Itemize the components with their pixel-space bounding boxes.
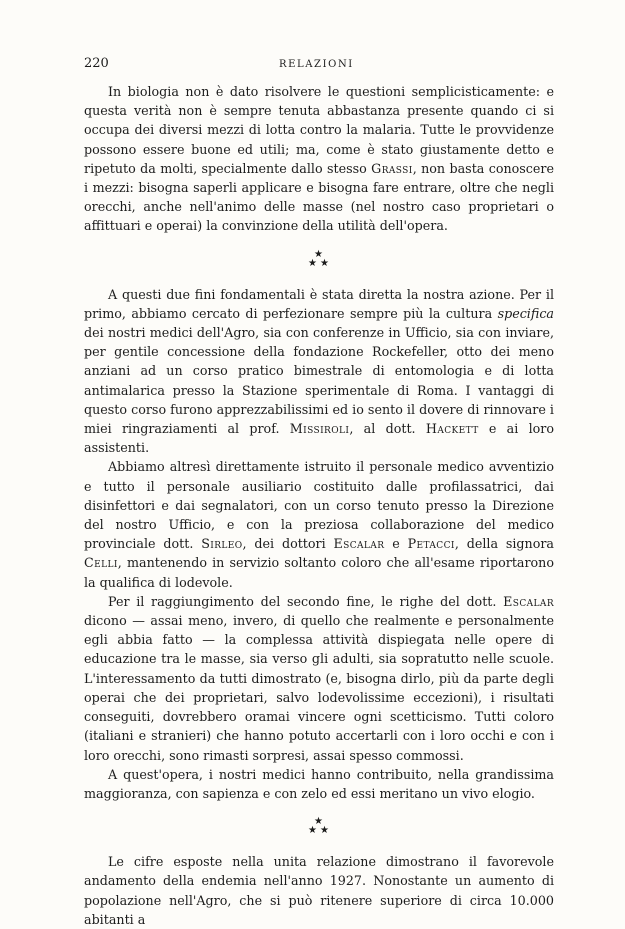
paragraph-6: Le cifre esposte nella unita relazione dimostrano il favorevole andamento della endemia nell'anno 1927. Nonostante un aumento di popolazione nell'Agro, che si può ritenere superiore di circa 10.000 abitanti a (84, 854, 554, 927)
page-number: 220 (84, 56, 109, 71)
paragraph-2: A questi due fini fondamentali è stata diretta la nostra azione. Per il primo, abbiamo cercato di perfezionare sempre più la cultura specifica dei nostri medici dell'Agro, sia con conferenze in Ufficio, sia con inviare, per gentile concessione della fondazione Rockefeller, otto dei meno anziani ad un corso pratico bimestrale di entomologia e di lotta antimalarica presso la Stazione sperimentale di Roma. I vantaggi di questo corso furono apprezzabilissimi ed io sento il dovere di rinnovare i miei ringraziamenti al prof. Missiroli, al dott. Hackett e ai loro assistenti. (84, 286, 555, 456)
name-celli: Celli (84, 555, 118, 571)
name-grassi: Grassi (371, 160, 413, 176)
paragraph-1: In biologia non è dato risolvere le questioni semplicisticamente: e questa verità non è sempre tenuta abbastanza presente quando ci si occupa dei diversi mezzi di lotta contro la malaria. Tutte le provvidenze possono essere buone ed utili; ma, come è stato giustamente detto e ripetuto da molti, specialmente dallo stesso Grassi, non basta conoscere i mezzi: bisogna saperli applicare e bisogna fare entrare, oltre che negli orecchi, anche nell'animo delle masse (nel nostro caso proprietari o affittuari e operai) la convinzione della utilità dell'opera. (84, 84, 554, 234)
paragraph-3: Abbiamo altresì direttamente istruito il personale medico avventizio e tutto il personale ausiliario costituito dalle profilassatrici, dai disinfettori e dai segnalatori, con un corso tenuto presso la Direzione del nostro Ufficio, e con la preziosa collaborazione del medico provinciale dott. Sirleo, dei dottori Escalar e Petacci, della signora Celli, mantenendo in servizio soltanto coloro che all'esame riportarono la qualifica di lodevole. (84, 459, 554, 590)
page (84, 56, 554, 929)
star-icon: ★ (314, 816, 323, 828)
name-escalar: Escalar (503, 593, 554, 609)
running-header (84, 56, 554, 72)
paragraph-5: A quest'opera, i nostri medici hanno contribuito, nella grandissima maggioranza, con sapienza e con zelo ed essi meritano un vivo elogio. (84, 766, 554, 801)
section-separator (304, 248, 334, 274)
star-icon: ★ (320, 257, 329, 269)
star-icon: ★ (308, 825, 317, 837)
name-escalar: Escalar (333, 536, 385, 552)
emphasis-specifica: specifica (497, 305, 554, 321)
name-petacci: Petacci (407, 536, 455, 552)
running-title: RELAZIONI (278, 59, 354, 70)
name-hackett: Hackett (425, 421, 479, 437)
star-icon: ★ (308, 257, 317, 269)
paragraph-4: Per il raggiungimento del secondo fine, le righe del dott. Escalar dicono — assai meno, invero, di quello che realmente e personalmente egli abbia fatto — la complessa attività dispiegata nelle opere di educazione tra le masse, sia verso gli adulti, sia sopratutto nelle scuole. L'interessamento da tutti dimostrato (e, bisogna dirlo, più da parte degli operai che dei proprietari, salvo lodevolissime eccezioni), i risultati conseguiti, dovrebbero oramai vincere ogni scetticismo. Tutti coloro (italiani e stranieri) che hanno potuto accertarli con i loro occhi e con i loro orecchi, sono rimasti sorpresi, assai spesso commossi. (84, 593, 554, 763)
star-icon: ★ (314, 248, 323, 260)
name-sirleo: Sirleo (201, 536, 243, 552)
section-separator (304, 815, 334, 841)
star-icon: ★ (320, 825, 329, 837)
name-missiroli: Missiroli (289, 421, 350, 437)
